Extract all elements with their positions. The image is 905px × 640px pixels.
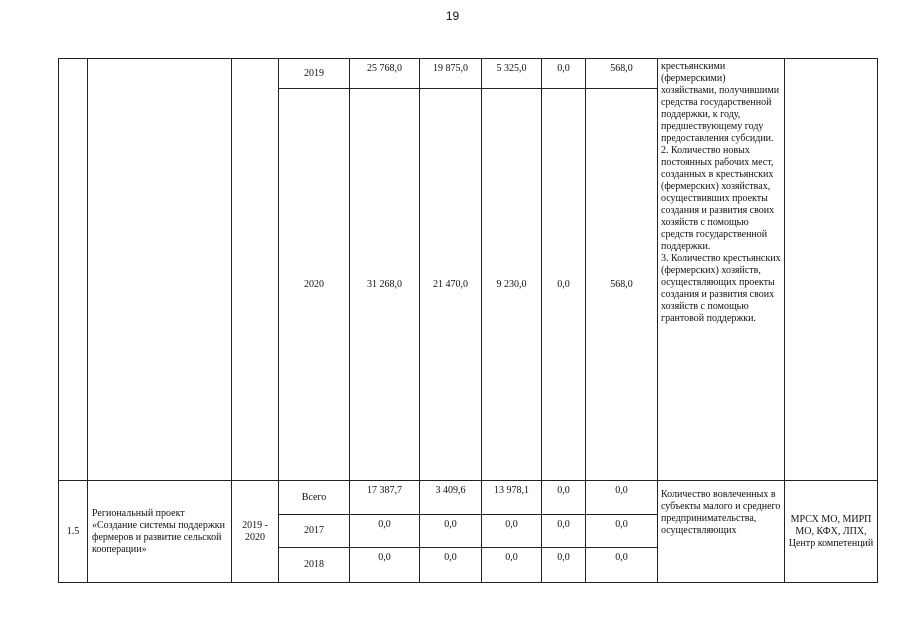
value-reg: 5 325,0	[482, 59, 542, 89]
project-period: 2019 - 2020	[232, 481, 279, 583]
page-number: 19	[445, 9, 460, 23]
table-row	[59, 481, 878, 515]
project-name: Региональный проект «Создание системы поддержки фермеров и развитие сельской кооперации»	[88, 481, 232, 583]
year-cell: 2018	[279, 548, 350, 583]
value-total: 31 268,0	[350, 89, 420, 481]
value-total: 0,0	[350, 515, 420, 548]
project-indicator-text: Количество вовлеченных в субъекты малого и среднего предпринимательства, осуществляющих	[658, 481, 785, 583]
year-cell: Всего	[279, 481, 350, 515]
value-reg: 9 230,0	[482, 89, 542, 481]
value-reg: 13 978,1	[482, 481, 542, 515]
value-local: 0,0	[542, 59, 586, 89]
value-total: 25 768,0	[350, 59, 420, 89]
value-fed: 3 409,6	[420, 481, 482, 515]
value-local: 0,0	[542, 515, 586, 548]
value-local: 0,0	[542, 89, 586, 481]
cell-number-empty	[59, 59, 88, 481]
value-extra: 0,0	[586, 481, 658, 515]
cell-period-empty	[232, 59, 279, 481]
value-extra: 568,0	[586, 59, 658, 89]
year-cell: 2017	[279, 515, 350, 548]
value-fed: 21 470,0	[420, 89, 482, 481]
value-extra: 568,0	[586, 89, 658, 481]
cell-name-empty	[88, 59, 232, 481]
year-cell: 2020	[279, 89, 350, 481]
value-fed: 0,0	[420, 515, 482, 548]
value-fed: 0,0	[420, 548, 482, 583]
value-extra: 0,0	[586, 548, 658, 583]
value-total: 0,0	[350, 548, 420, 583]
cell-responsible-empty	[785, 59, 878, 481]
value-local: 0,0	[542, 548, 586, 583]
project-number: 1.5	[59, 481, 88, 583]
project-responsible: МРСХ МО, МИРП МО, КФХ, ЛПХ, Центр компетенций	[785, 481, 878, 583]
value-total: 17 387,7	[350, 481, 420, 515]
table-row	[59, 59, 878, 89]
year-cell: 2019	[279, 59, 350, 89]
value-fed: 19 875,0	[420, 59, 482, 89]
program-table	[58, 58, 878, 583]
value-reg: 0,0	[482, 515, 542, 548]
value-local: 0,0	[542, 481, 586, 515]
indicators-text: крестьянскими (фермерскими) хозяйствами, получившими средства государственной поддержки, к году, предшествующему году предоставления субсидии. 2. Количество новых постоянных рабочих мест, созданных в крестьянских (фермерских) хозяйствах, осуществивших проекты создания и развития своих хозяйств с помощью средств государственной поддержки. 3. Количество крестьянских (фермерских) хозяйств, осуществляющих проекты создания и развития своих хозяйств с помощью грантовой поддержки.	[658, 59, 785, 481]
value-reg: 0,0	[482, 548, 542, 583]
value-extra: 0,0	[586, 515, 658, 548]
